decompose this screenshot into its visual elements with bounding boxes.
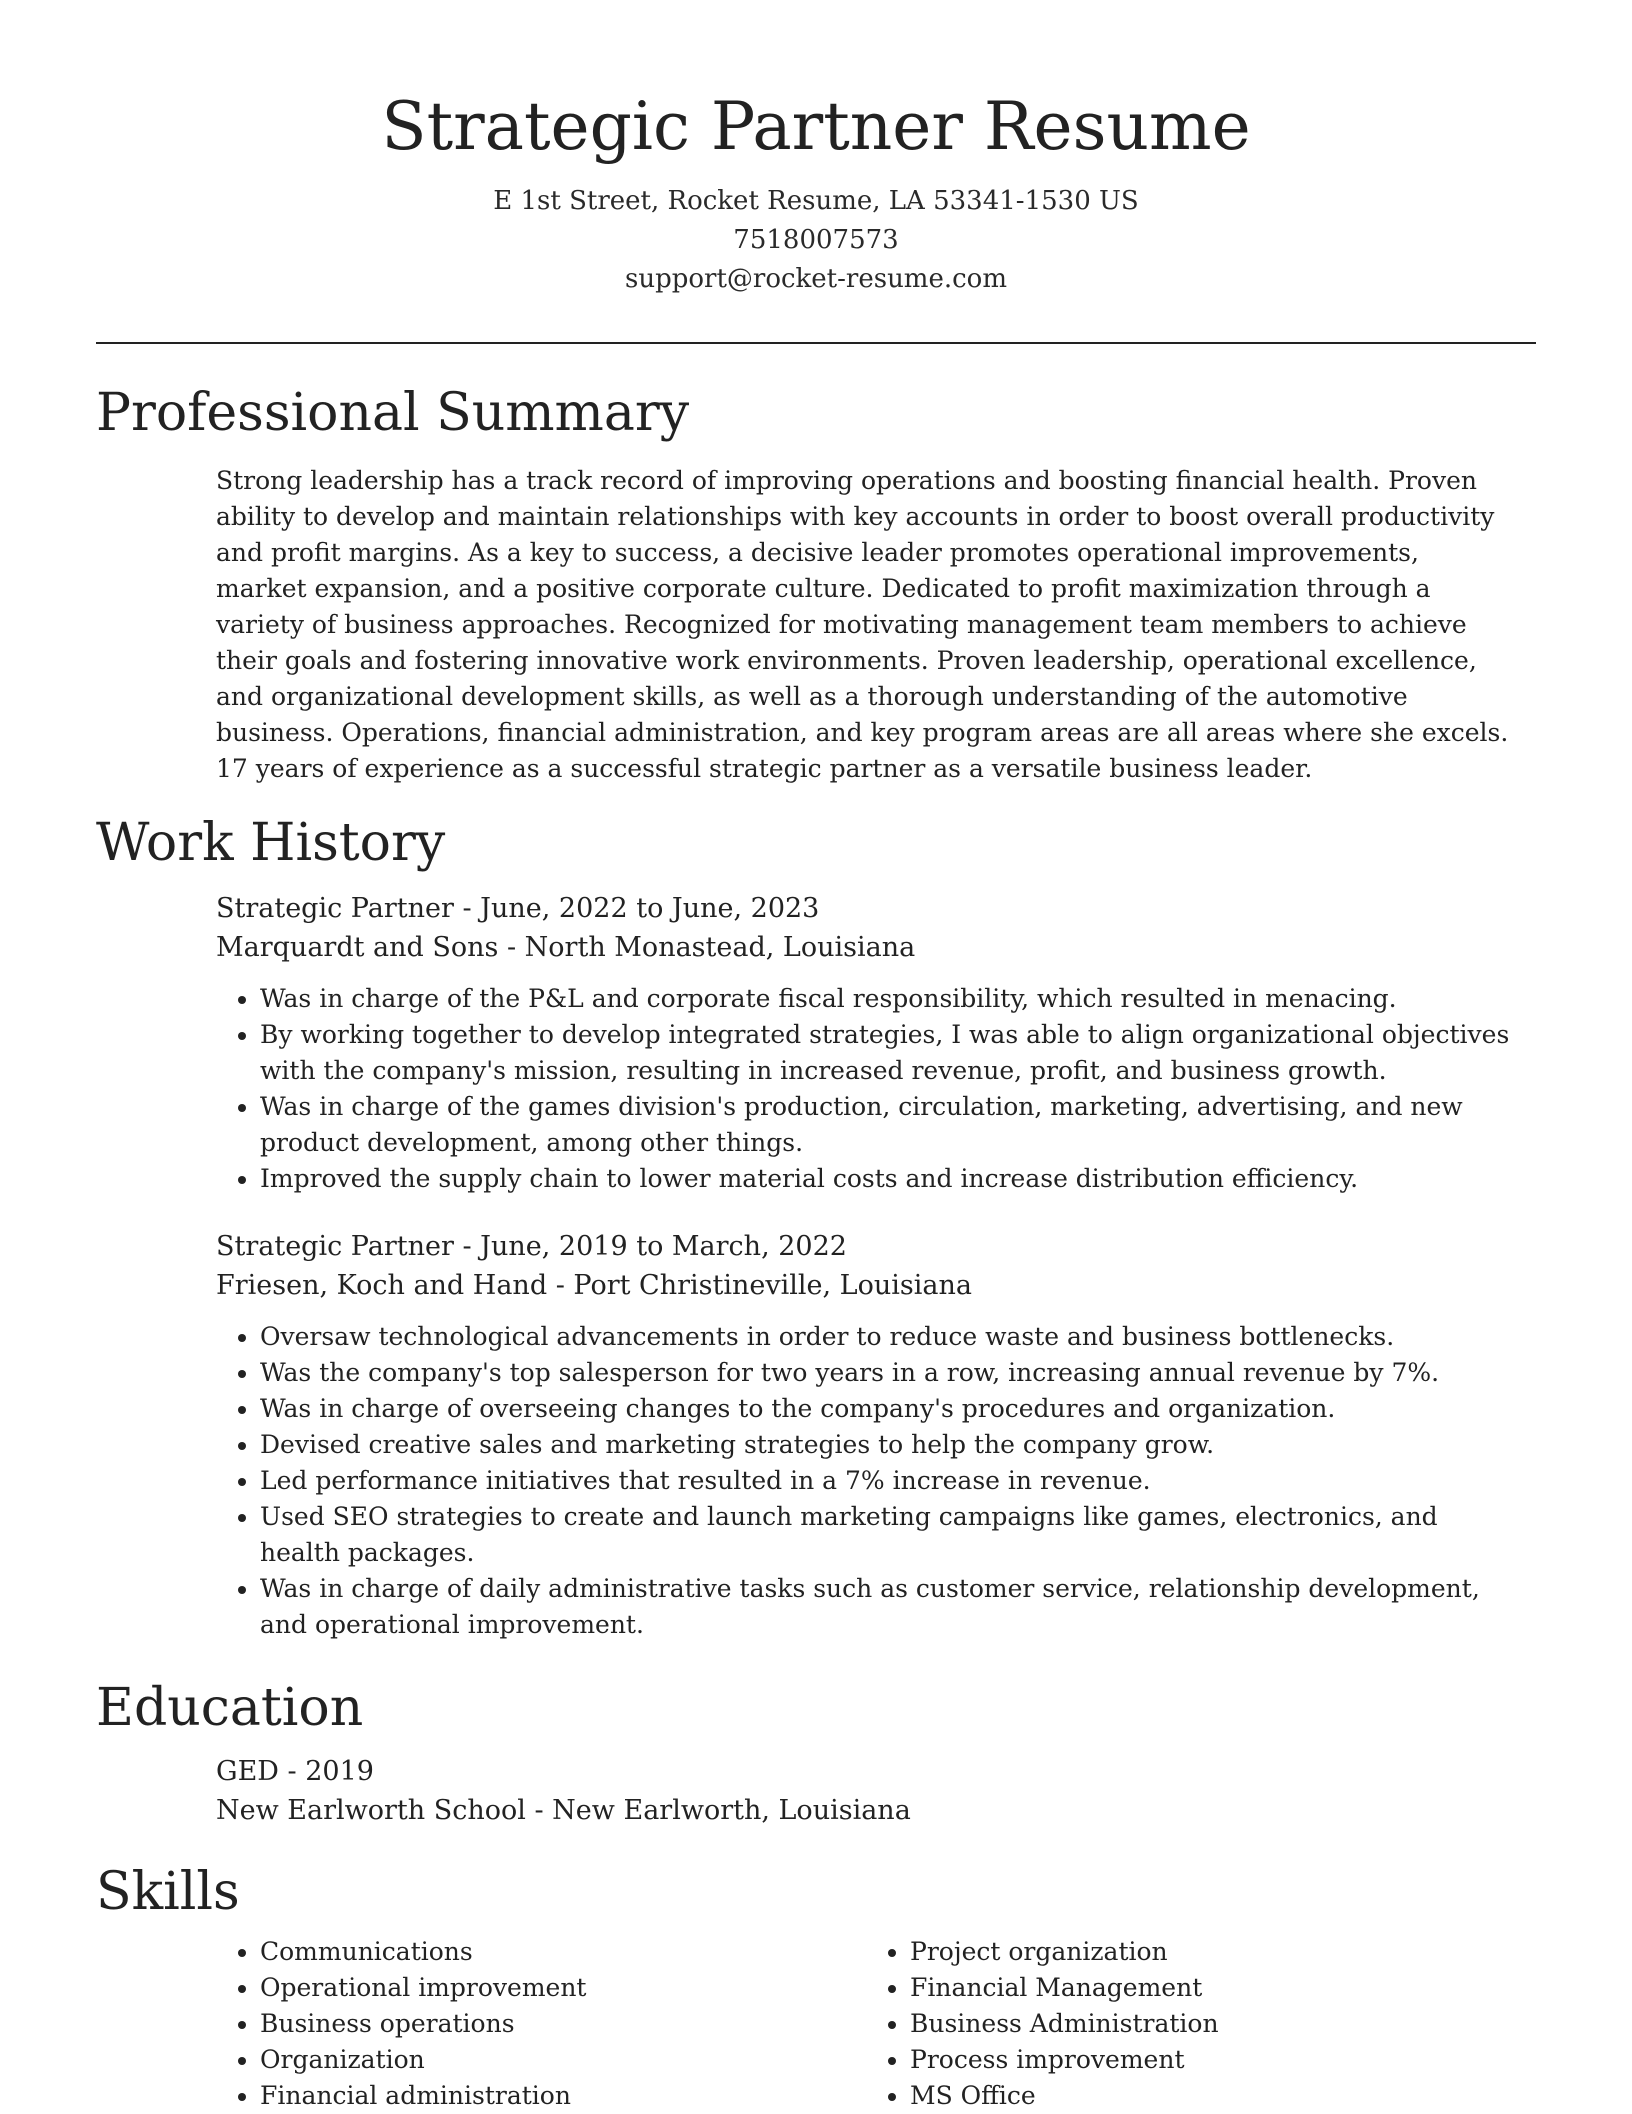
job-entry	[216, 1227, 1516, 1643]
list-item: • Financial Management	[910, 1970, 1516, 2006]
list-item: • Was in charge of daily administrative tasks such as customer service, relationship development, and operational improvement.	[260, 1571, 1516, 1643]
work-history-section	[96, 811, 1536, 1643]
list-item: • Process improvement	[910, 2042, 1516, 2078]
work-history-heading: Work History	[96, 813, 446, 873]
list-item: • Led performance initiatives that resulted in a 7% increase in revenue.	[260, 1463, 1516, 1499]
page-title: Strategic Partner Resume	[381, 88, 1251, 165]
education-heading: Education	[96, 1678, 364, 1738]
list-item: • Financial administration	[260, 2078, 866, 2114]
school-line: New Earlworth School - New Earlworth, Louisiana	[216, 1795, 911, 1826]
contact-block	[0, 182, 1632, 299]
list-item: • Used SEO strategies to create and launch marketing campaigns like games, electronics, and health packages.	[260, 1499, 1516, 1571]
skills-list-right	[866, 1934, 1516, 2114]
job-company-line: Marquardt and Sons - North Monastead, Louisiana	[216, 932, 916, 963]
summary-section	[96, 381, 1536, 787]
contact-email: support@rocket-resume.com	[624, 264, 1007, 294]
job-company-line: Friesen, Koch and Hand - Port Christineville, Louisiana	[216, 1270, 972, 1301]
list-item: • Project organization	[910, 1934, 1516, 1970]
resume-header	[0, 0, 1632, 299]
list-item: • Devised creative sales and marketing strategies to help the company grow.	[260, 1427, 1516, 1463]
skills-columns	[216, 1934, 1516, 2114]
list-item: • Was in charge of overseeing changes to the company's procedures and organization.	[260, 1391, 1516, 1427]
list-item: • Was the company's top salesperson for two years in a row, increasing annual revenue by 7%.	[260, 1355, 1516, 1391]
job-title-line: Strategic Partner - June, 2022 to June, 2023	[216, 893, 820, 924]
skills-list-left	[216, 1934, 866, 2114]
list-item: • Was in charge of the games division's production, circulation, marketing, advertising, and new product development, among other things.	[260, 1089, 1516, 1161]
list-item: • MS Office	[910, 2078, 1516, 2114]
list-item: • Business Administration	[910, 2006, 1516, 2042]
summary-text: Strong leadership has a track record of improving operations and boosting financial health. Proven ability to develop and maintain relationships with key accounts in order to boost overall productivity and profit margins. As a key to success, a decisive leader promotes operational improvements, market expansion, and a positive corporate culture. Dedicated to profit maximization through a variety of business approaches. Recognized for motivating management team members to achieve their goals and fostering innovative work environments. Proven leadership, operational excellence, and organizational development skills, as well as a thorough understanding of the automotive business. Operations, financial administration, and key program areas are all areas where she excels. 17 years of experience as a successful strategic partner as a versatile business leader.	[216, 466, 1509, 783]
list-item: • Was in charge of the P&L and corporate fiscal responsibility, which resulted in menacing.	[260, 981, 1516, 1017]
contact-phone: 7518007573	[733, 225, 899, 255]
skills-section	[96, 1860, 1536, 2114]
list-item: • Improved the supply chain to lower material costs and increase distribution efficiency.	[260, 1161, 1516, 1197]
job-entry	[216, 889, 1516, 1197]
list-item: • Communications	[260, 1934, 866, 1970]
summary-heading: Professional Summary	[96, 383, 690, 443]
list-item: • Oversaw technological advancements in order to reduce waste and business bottlenecks.	[260, 1319, 1516, 1355]
contact-address: E 1st Street, Rocket Resume, LA 53341-1530 US	[493, 186, 1139, 216]
job-bullets	[216, 981, 1516, 1197]
list-item: • By working together to develop integrated strategies, I was able to align organizational objectives with the company's mission, resulting in increased revenue, profit, and business growth.	[260, 1017, 1516, 1089]
education-entry	[216, 1752, 1516, 1830]
education-section	[96, 1676, 1536, 1830]
job-title-line: Strategic Partner - June, 2019 to March, 2022	[216, 1231, 847, 1262]
job-bullets	[216, 1319, 1516, 1643]
degree-line: GED - 2019	[216, 1756, 374, 1787]
skills-heading: Skills	[96, 1862, 240, 1922]
header-divider	[96, 342, 1536, 344]
list-item: • Organization	[260, 2042, 866, 2078]
list-item: • Business operations	[260, 2006, 866, 2042]
job-list	[216, 889, 1516, 1643]
list-item: • Operational improvement	[260, 1970, 866, 2006]
